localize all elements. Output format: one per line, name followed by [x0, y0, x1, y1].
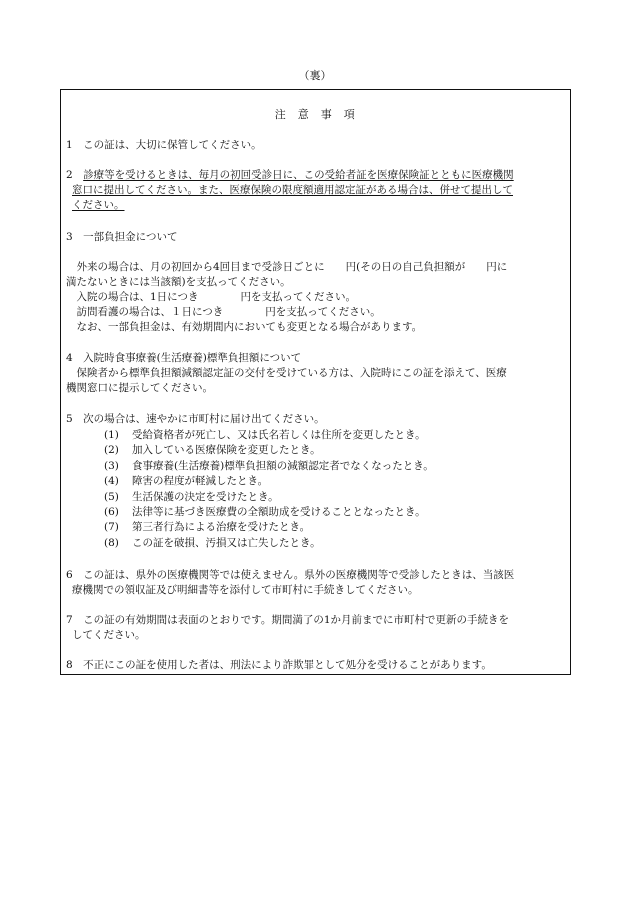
- notice-heading: 注 意 事 項: [274, 108, 356, 121]
- item-5-sub-number: (2): [104, 444, 119, 457]
- item-5-sub-number: (5): [104, 490, 119, 503]
- item-5-sub-number: (7): [104, 521, 119, 534]
- item-6-line-2: 療機関での領収証及び明細書等を添付して市町村に手続きしてください。: [72, 584, 419, 596]
- item-5-sub-text: この証を破損、汚損又は亡失したとき。: [132, 536, 321, 549]
- item-5-sub-text: 食事療養(生活療養)標準負担額の減額認定者でなくなったとき。: [132, 459, 434, 472]
- item-8: 8 不正にこの証を使用した者は、刑法により詐欺罪として処分を受けることがあります。: [66, 659, 492, 671]
- item-5-sub-text: 第三者行為による治療を受けたとき。: [132, 521, 311, 534]
- item-5-sub-number: (8): [104, 536, 119, 549]
- item-2-line-2: 窓口に提出してください。また、医療保険の限度額適用認定証がある場合は、併せて提出して: [72, 184, 513, 196]
- item-5-title: 5 次の場合は、速やかに市町村に届け出てください。: [66, 413, 325, 425]
- item-2-line-1: [66, 168, 514, 183]
- item-5-sub-text: 生活保護の決定を受けたとき。: [132, 490, 279, 503]
- item-4-line-1: 保険者から標準負担額減額認定証の交付を受けている方は、入院時にこの証を添えて、医療: [66, 367, 507, 379]
- item-2-number: 2: [66, 169, 84, 181]
- item-5-sub-text: 加入している医療保険を変更したとき。: [132, 444, 321, 457]
- item-5-sub-text: 障害の程度が軽減したとき。: [132, 475, 269, 488]
- item-7-line-1: 7 この証の有効期間は表面のとおりです。期間満了の1か月前までに市町村で更新の手続きを: [66, 614, 510, 626]
- item-3-line-2: 満たないときには当該額)を支払ってください。: [66, 276, 291, 288]
- item-6-line-1: 6 この証は、県外の医療機関等では使えません。県外の医療機関等で受診したときは、当該医: [66, 569, 515, 581]
- item-5-sub-text: 受給資格者が死亡し、又は氏名若しくは住所を変更したとき。: [132, 429, 426, 441]
- item-4-line-2: 機関窓口に提示してください。: [66, 382, 213, 394]
- item-3-title: 3 一部負担金について: [66, 231, 178, 243]
- item-3-line-1: 外来の場合は、月の初回から4回目まで受診日ごとに 円(その日の自己負担額が 円に: [66, 261, 508, 273]
- item-5-sub-number: (4): [104, 475, 119, 488]
- item-5-sub-number: (1): [104, 429, 119, 441]
- item-2-line-3: ください。: [72, 199, 125, 211]
- item-4-title: 4 入院時食事療養(生活療養)標準負担額について: [66, 352, 302, 364]
- page-side-label: （裏）: [298, 69, 332, 82]
- item-1: 1 この証は、大切に保管してください。: [66, 139, 262, 151]
- item-2-text-1: 診療等を受けるときは、毎月の初回受診日に、この受給者証を医療保険証とともに医療機関: [83, 169, 514, 181]
- item-3-line-5: なお、一部負担金は、有効期間内においても変更となる場合があります。: [66, 321, 423, 333]
- item-3-line-3: 入院の場合は、1日につき 円を支払ってください。: [66, 291, 356, 303]
- item-5-sub-number: (6): [104, 506, 119, 518]
- item-5-sub-number: (3): [104, 459, 119, 472]
- item-3-line-4: 訪問看護の場合は、１日につき 円を支払ってください。: [66, 306, 381, 318]
- item-7-line-2: してください。: [72, 629, 146, 641]
- item-5-sub-text: 法律等に基づき医療費の全額助成を受けることとなったとき。: [132, 506, 426, 518]
